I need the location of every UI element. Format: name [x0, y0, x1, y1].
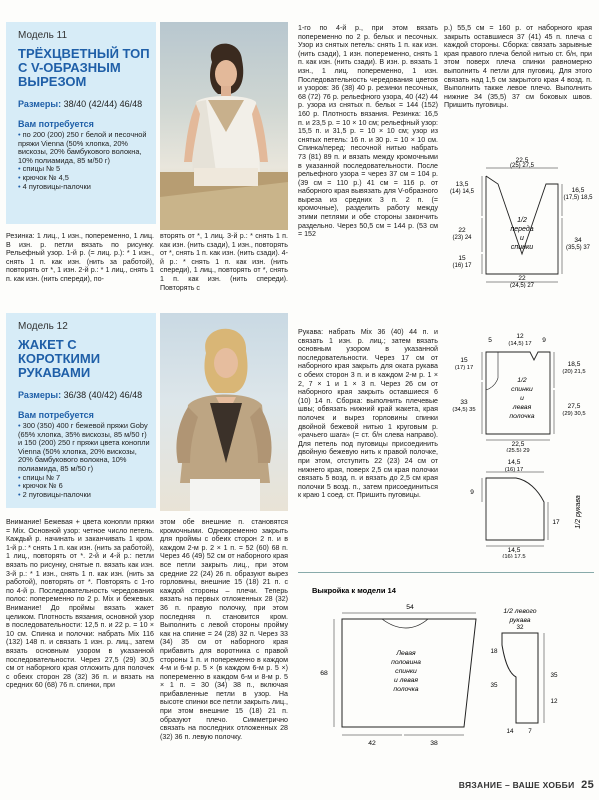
pattern-title: Выкройка к модели 14: [312, 586, 396, 595]
pattern-label: спинки: [395, 668, 417, 675]
model-11-sizes-value: 38/40 (42/44) 46/48: [63, 99, 143, 109]
dim-mid-left: 22: [458, 227, 466, 234]
dim-width-bottom: 22: [518, 275, 526, 282]
sleeve-side-label: 1/2 рукава: [575, 495, 582, 529]
sleeve-dim-h3: 35: [550, 672, 558, 679]
sleeve-dim-width: 32: [516, 624, 524, 631]
sleeve-pattern-label: рукава: [509, 617, 531, 624]
schematic-label: 1/2: [517, 377, 527, 384]
dim-right-2: 27,5: [567, 403, 581, 410]
list-item: • 4 пуговицы-палочки: [18, 183, 152, 192]
list-item: • 300 (350) 400 г бежевой пряжи Goby (65% хлопка, 35% вискозы, 85 м/50 г) и 150 (200) 250 г пряжи цвета конопли Vienna (50% хлопка, 20% вискозы, 20% бамбукового волокна, 10% полиамида, 85 м/50 г): [18, 422, 152, 474]
dim-right-mid-sub: (35,5) 37: [565, 245, 591, 251]
dim-right-top-sub: (17,5) 18,5: [563, 195, 593, 201]
dim-mid-left-sub: (23) 24: [452, 235, 472, 241]
model-11-text-column-4: р.) 55,5 см = 160 р. от наборного края закрыть оставшиеся 37 (41) 45 п. плеча с каждой стороны. Сборка: связать зарывные края правого плеча белой нитью ст. б/н, при этом поверх плеча спинки равномерно выполнить 4 петли для пуговиц. Для этого связать над 1,5 см закрытого края 4 возд. п. Выполнить также левое плечо. Выполнить нижние 34 (35,5) 37 см боковых швов. Пришить пуговицы.: [444, 24, 592, 110]
dim-top-mid: 12: [516, 333, 524, 340]
model-11-text-column-3: 1-го по 4-й р., при этом вязать попеременно по 2 р. белых и песочных. Узор из снятых петель: снять 1 п. как изн. (нить сзади), 1 изн. попеременно, снять 1 п. как изн. (нить сзади). В изн. р. вязать 1 изн., 1 лиц. попеременно, 1 изн. Последовательность чередования цветов и узоров: 36 (38) 40 р. резинки песочных, 68 (72) 76 р. рельефного узора, 40 (42) 44 р. узора из снятых п. белых = 144 (152) 160 р. Плотность вязания. Резинка: 16,5 п. и 23,5 р. = 10 × 10 см; рельефный узор: 15,5 п. и 31,5 р. = 10 × 10 см; узор из снятых петель: 16 п. и 30 р. = 10 × 10 см. Спинка/перед: песочной нитью набрать 73 (81) 89 п. и вязать между кромочными в указанной последовательности. После рельефного узора = через 37 см = 104 р. (39 см = 110 р.) 41 см = 116 р. от наборного края вывязать для V-образного выреза из средних 3 п. 2 п. (= кромочные), разделить работу между этими петлями и обе стороны закончить раздельно. Через 50,5 см = 144 р. (53 см = 152: [298, 24, 438, 239]
magazine-name: ВЯЗАНИЕ – ВАШЕ ХОББИ: [458, 780, 575, 790]
dim-left-2-sub: (34,5) 35: [452, 407, 476, 413]
sleeve-dim-b2: 7: [528, 728, 532, 735]
model-12-text-column-2: этом обе внешние п. становятся кромочными. Одновременно закрыть для проймы с обеих сторон 2 п. и в каждом 2-м р. 2 × 1 п. = 52 (60) 68 п. Через 46 (49) 52 см от наборного края все петли закрыть лиц., при этом средние 22 (24) 26 п. образуют вырез горловины, внешние 15 (18) 21 п. с каждой стороны – плечи. Теперь вязать на первых отложенных 28 (32) 36 п. правую полочку, при этом последняя п. становится кром. Выполнить с левой стороны пройму как на спинке = 24 (28) 32 п. Через 33 (34) 35 см от наборного края прибавить для воротника с правой стороны 1 п. и попеременно в каждом 4-м и 6-м р. 5 × (в каждом 6-м р. 5 ×) попеременно в каждом 6-м и 8-м р. 5 × 1 п. = 30 (34) 38 п., включая прибавленные петли в узор. На высоте спинки все петли закрыть лиц., при этом внешние 15 (18) 21 п. образуют плечо. Симметрично связать на последних отложенных 28 (32) 36 п. левую полочку.: [160, 518, 288, 741]
model-12-sizes-value: 36/38 (40/42) 46/48: [63, 390, 143, 400]
model-11-info-panel: [6, 22, 156, 224]
model-11-number: Модель 11: [18, 30, 68, 41]
schematic-label: 1/2: [517, 217, 527, 224]
dim-bottom: 22,5: [511, 441, 525, 448]
pattern-label: и левая: [393, 677, 419, 684]
model-12-info-panel: [6, 313, 156, 508]
dim-top-right: 9: [542, 337, 546, 344]
dim-width-top: 22,5: [515, 157, 529, 164]
dim-bottom-sub: (25,5) 29: [506, 448, 530, 452]
model-12-text-column-1: Внимание! Бежевая + цвета конопли пряжи = Mix. Основной узор: четное число петель. Каждый р. начинать и заканчивать 1 кром. 1-й р.: * снять 1 п. как изн. (нить за работой), 1 лиц., повторять от *. 2-й и 4-й р.: петли вязать по рисунку, снятые п. вязать как изн. 3-й р.: * 1 изн., снять 1 п. как изн. (нить за работой), повторять от *. Повторять с 1-го по 4-й р. Последовательность чередования полос: попеременно по 2 р. Mix и бежевых. Внимание! До проймы вязать жакет целиком. Плотность вязания, основной узор в последовательности: 12,5 п. и 22 р. = 10 × 10 см. Спинка и полочки: набрать Mix 116 (132) 148 п. и связать 1 изн. р. лиц., затем вязать основным узором в указанной последовательности. Через 27,5 (29) 30,5 см от наборного края отложить для полочек с обеих сторон 28 (32) 36 п. и вязать на средних 60 (68) 76 п. спинки, при: [6, 518, 154, 690]
dim-sleeve-left: 9: [470, 489, 474, 496]
list-item: • крючок № 6: [18, 482, 152, 491]
model-11-needs-list: [18, 131, 152, 191]
dim-width-top-sub: (25) 27,5: [509, 163, 535, 169]
dim-right-top: 16,5: [571, 187, 585, 194]
sleeve-dim-h1: 18: [490, 648, 498, 655]
schematic-label: спинки: [510, 244, 534, 251]
model-12-sizes-label: Размеры:: [18, 390, 62, 400]
dim-sleeve-bottom-sub: (16) 17,5: [502, 554, 526, 558]
dim-right-1-sub: (20) 21,5: [562, 369, 586, 375]
schematic-label: спинки: [511, 386, 533, 393]
list-item: • крючок № 4,5: [18, 174, 152, 183]
pattern-dim-left: 68: [320, 670, 328, 677]
pattern-label: полочка: [393, 686, 419, 693]
model-11-sizes-label: Размеры:: [18, 99, 62, 109]
model-12-text-column-3: Рукава: набрать Mix 36 (40) 44 п. и связать 1 изн. р. лиц.; затем вязать основным узором в указанной последовательности. Через 17 см от наборного края закрыть для оката рукава с обеих сторон 3 п. и в каждом 2-м р. 1 × 2, 7 × 1 и 1 × 3 п. Через 26 см от наборного края закрыть оставшиеся 6 (10) 14 п. Сборка: выполнить плечевые швы; обвязать нижний край жакета, края полочек и вырез горловины спинки двойной бежевой нитью 1 круговым р. «рачьего шага» (= ст. б/н слева направо). Для петель под пуговицы присоединить двойную бежевую нить к правой полочке, при этом, отступить 22 (23) 24 см от нижнего края, поверх 2,5 см края полочки связать 5 возд. п. и вязать до 2,5 см края полочки 5 возд. п., затем присоединиться к краю 1 соед. ст. Пришить пуговицы.: [298, 328, 438, 500]
list-item: • спицы № 7: [18, 474, 152, 483]
schematic-label: переда: [510, 226, 534, 233]
dim-right-2-sub: (29) 30,5: [562, 411, 586, 417]
page-number: 25: [581, 779, 594, 791]
model-12-needs-list: [18, 422, 152, 499]
dim-left-1-sub: (17) 17: [454, 365, 474, 371]
dim-top-left: 5: [488, 337, 492, 344]
pattern-dim-bottom-left: 42: [368, 740, 376, 747]
dim-left-top-sub: (14) 14,5: [449, 189, 475, 195]
dim-left-2: 33: [460, 399, 468, 406]
model-14-pattern: [298, 572, 594, 762]
model-11-photo-illustration: [160, 22, 288, 230]
dim-left-top: 13,5: [455, 181, 469, 188]
model-12-title: ЖАКЕТ С КОРОТКИМИ РУКАВАМИ: [18, 337, 101, 380]
dim-left-1: 15: [460, 357, 468, 364]
dim-low-left-sub: (16) 17: [452, 263, 472, 269]
model-12-body-schematic: [446, 330, 596, 452]
dim-right-mid: 34: [574, 237, 582, 244]
model-12-sleeve-schematic: [446, 456, 596, 558]
pattern-label: половина: [391, 659, 421, 666]
dim-sleeve-bottom: 14,5: [507, 547, 521, 554]
schematic-label: и: [520, 235, 524, 242]
model-11-text-column-2: вторять от *, 1 лиц. 3-й р.: * снять 1 п. как изн. (нить сзади), 1 изн., повторять от *, снять 1 п. как изн. (нить сзади). 4-й р.: * снять 1 п. как изн. (нить спереди), 1 лиц., повторять от *, снять 1 п. как изн. (нить спереди). Повторять с: [160, 232, 288, 292]
list-item: • спицы № 5: [18, 165, 152, 174]
model-11-sizes: [18, 99, 156, 109]
list-item: • 2 пуговицы-палочки: [18, 491, 152, 500]
sleeve-dim-h4: 12: [550, 698, 558, 705]
model-11-schematic: [446, 156, 594, 288]
schematic-label: полочка: [509, 413, 535, 420]
page-footer: [400, 779, 594, 791]
model-12-photo-illustration: [160, 313, 288, 511]
pattern-label: Левая: [396, 650, 416, 657]
model-11-text-column-1: Резинка: 1 лиц., 1 изн., попеременно, 1 лиц. В изн. р. петли вязать по рисунку. Рельефный узор. 1-й р. (= лиц. р.): * 1 изн., снять 1 п. как изн. (нить за работой), повторять от *, 1 изн. 2-й р.: * 1 лиц., снять 1 п. как изн. (нить спереди), по-: [6, 232, 154, 283]
dim-low-left: 15: [458, 255, 466, 262]
schematic-label: и: [520, 395, 524, 402]
dim-right-1: 18,5: [567, 361, 581, 368]
pattern-dim-top: 54: [406, 604, 414, 611]
model-12-sizes: [18, 390, 156, 400]
model-11-needs-title: Вам потребуется: [18, 119, 94, 129]
dim-sleeve-top: 14,5: [507, 459, 521, 466]
dim-width-bottom-sub: (24,5) 27: [509, 283, 535, 288]
sleeve-dim-h2: 35: [490, 682, 498, 689]
model-12-needs-title: Вам потребуется: [18, 410, 94, 420]
list-item: • по 200 (200) 250 г белой и песочной пряжи Vienna (50% хлопка, 20% вискозы, 20% бамбукового волокна, 10% полиамида, 85 м/50 г): [18, 131, 152, 165]
pattern-dim-bottom-right: 38: [430, 740, 438, 747]
model-11-photo: [160, 22, 288, 230]
model-11-title: ТРЁХЦВЕТНЫЙ ТОП С V-ОБРАЗНЫМ ВЫРЕЗОМ: [18, 46, 150, 89]
dim-sleeve-top-sub: (16) 17: [504, 467, 524, 473]
dim-top-mid-sub: (14,5) 17: [508, 341, 532, 347]
schematic-label: левая: [512, 404, 532, 411]
sleeve-dim-b1: 14: [506, 728, 514, 735]
dim-sleeve-right: 17: [552, 519, 560, 526]
sleeve-pattern-label: 1/2 левого: [503, 608, 537, 615]
model-12-number: Модель 12: [18, 321, 68, 332]
model-12-photo: [160, 313, 288, 511]
